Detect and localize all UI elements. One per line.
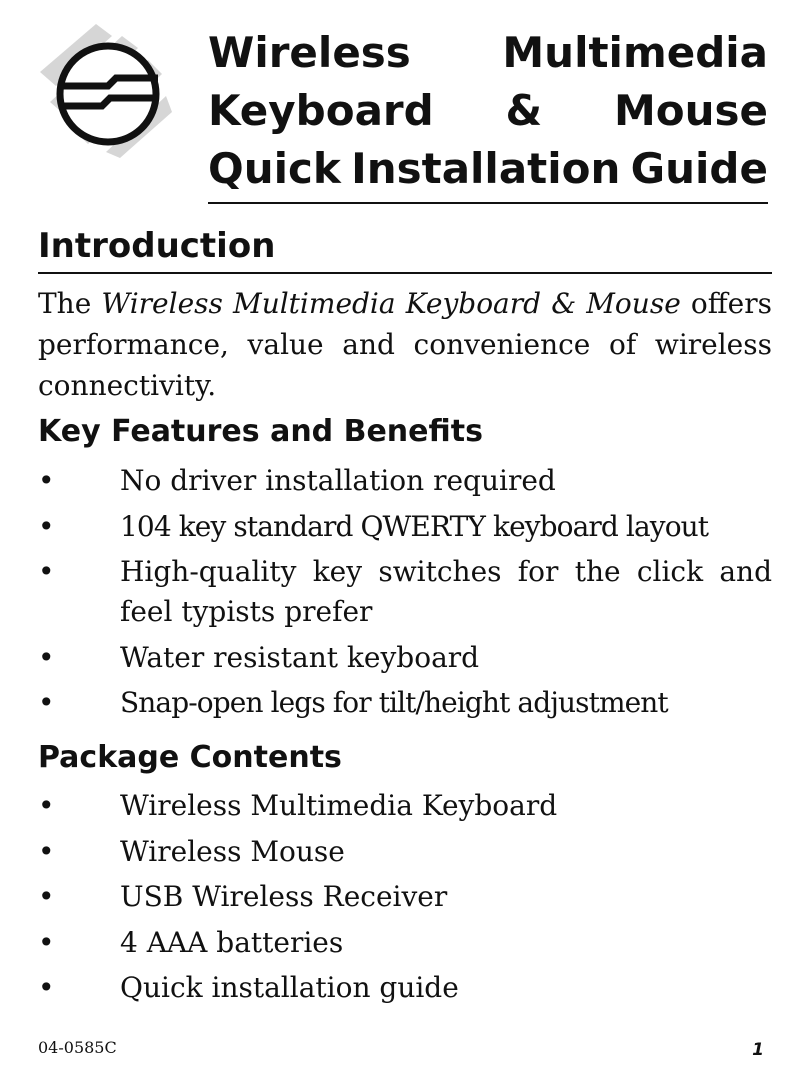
document-title — [208, 24, 768, 204]
introduction-paragraph — [38, 283, 772, 406]
bullet-icon: • — [38, 789, 55, 822]
title-divider — [208, 202, 768, 204]
intro-text-end: offers performance, value and convenience of wireless connectivity. — [38, 287, 772, 402]
list-item-text: No driver installation required — [120, 464, 556, 497]
bullet-icon: • — [38, 640, 55, 674]
siig-logo-icon — [36, 20, 176, 160]
title-word: Wireless — [208, 28, 411, 77]
list-item-text: High-quality key switches for the click and feel typists prefer — [120, 555, 772, 628]
bullet-icon: • — [38, 555, 55, 588]
title-word: Quick — [208, 144, 341, 193]
title-word: & — [505, 86, 543, 135]
title-line-1 — [208, 24, 768, 82]
list-item-text: Wireless Mouse — [120, 834, 345, 868]
intro-text-start: The — [38, 287, 102, 320]
list-item-text: Quick installation guide — [120, 971, 459, 1004]
package-heading: Package Contents — [38, 740, 342, 775]
bullet-icon: • — [38, 925, 55, 959]
introduction-divider — [38, 272, 772, 274]
list-item — [38, 968, 772, 1008]
list-item — [38, 877, 772, 917]
bullet-icon: • — [38, 971, 55, 1004]
package-list — [38, 786, 772, 1014]
bullet-icon: • — [38, 880, 55, 913]
bullet-icon: • — [38, 834, 55, 868]
page-number: 1 — [752, 1040, 764, 1060]
document-code: 04-0585C — [38, 1038, 117, 1057]
list-item — [38, 552, 772, 632]
bullet-icon: • — [38, 464, 55, 497]
title-line-2 — [208, 82, 768, 140]
list-item — [38, 786, 772, 826]
title-word: Installation — [351, 144, 621, 193]
list-item — [38, 638, 772, 678]
product-name: Wireless Multimedia Keyboard & Mouse — [101, 287, 681, 320]
title-word: Multimedia — [502, 28, 768, 77]
list-item — [38, 683, 772, 723]
title-line-3 — [208, 140, 768, 198]
list-item-text: 4 AAA batteries — [120, 925, 344, 959]
bullet-icon: • — [38, 509, 54, 543]
title-word: Keyboard — [208, 86, 434, 135]
introduction-heading: Introduction — [38, 226, 276, 266]
list-item — [38, 923, 772, 963]
list-item — [38, 832, 772, 872]
features-list — [38, 461, 772, 729]
bullet-icon: • — [38, 686, 54, 719]
title-word: Guide — [630, 144, 768, 193]
features-heading: Key Features and Benefits — [38, 414, 483, 449]
list-item-text: Water resistant keyboard — [120, 640, 480, 674]
list-item-text: Wireless Multimedia Keyboard — [120, 789, 558, 822]
list-item-text: Snap-open legs for tilt/height adjustment — [120, 686, 668, 719]
list-item-text: USB Wireless Receiver — [120, 880, 448, 913]
list-item-text: 104 key standard QWERTY keyboard layout — [120, 509, 709, 543]
list-item — [38, 461, 772, 501]
title-word: Mouse — [613, 86, 768, 135]
list-item — [38, 507, 772, 547]
